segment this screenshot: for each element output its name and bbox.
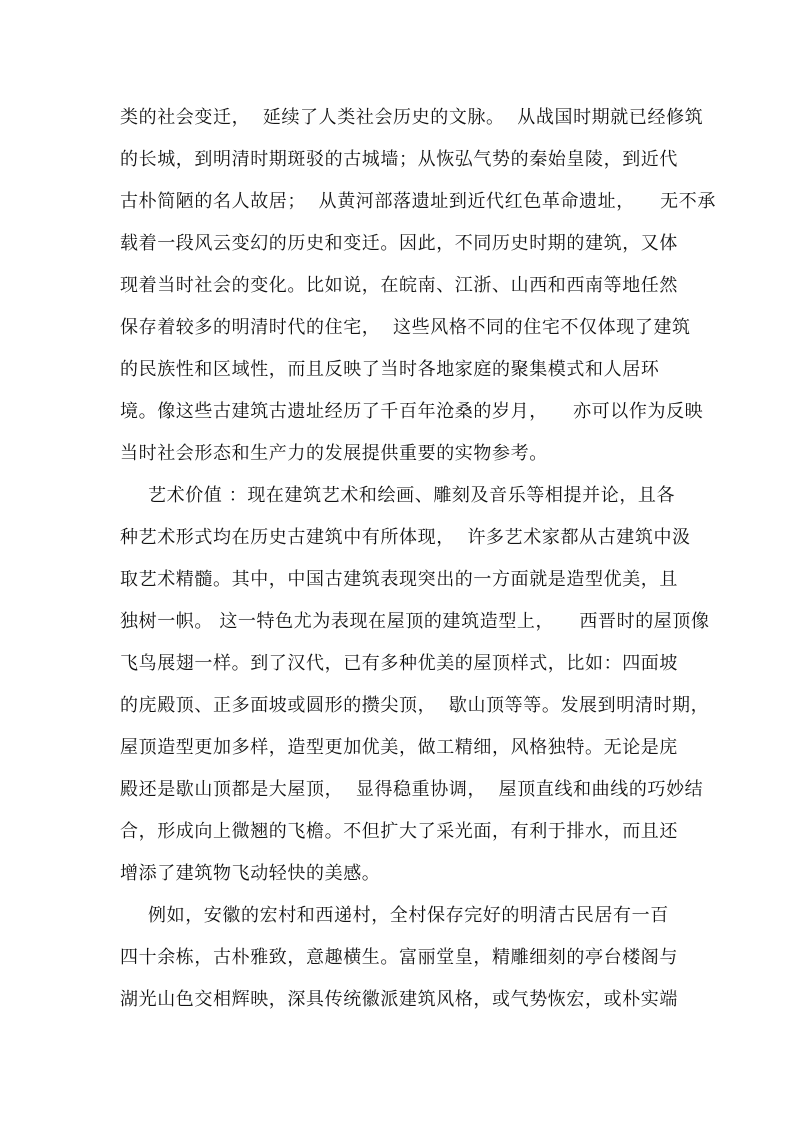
text-line: 独树一帜。 这一特色尤为表现在屋顶的建筑造型上， 西晋时的屋顶像 <box>120 611 710 632</box>
text-line: 现着当时社会的变化。比如说，在皖南、江浙、山西和西南等地任然 <box>120 275 678 296</box>
text-line: 合，形成向上微翘的飞檐。不但扩大了采光面，有利于排水，而且还 <box>120 821 678 842</box>
text-line: 类的社会变迁， 延续了人类社会历史的文脉。 从战国时期就已经修筑 <box>120 107 704 128</box>
text-line-indented: 艺术价值 ：现在建筑艺术和绘画、雕刻及音乐等相提并论，且各 <box>148 485 676 506</box>
text-line: 湖光山色交相辉映，深具传统徽派建筑风格，或气势恢宏，或朴实端 <box>120 989 678 1010</box>
text-line: 的民族性和区域性，而且反映了当时各地家庭的聚集模式和人居环 <box>120 359 660 380</box>
text-line: 当时社会形态和生产力的发展提供重要的实物参考。 <box>120 443 548 464</box>
text-line: 殿还是歇山顶都是大屋顶， 显得稳重协调， 屋顶直线和曲线的巧妙结 <box>120 779 704 800</box>
text-line: 古朴简陋的名人故居； 从黄河部落遗址到近代红色革命遗址， 无不承 <box>120 191 716 212</box>
text-line: 四十余栋，古朴雅致，意趣横生。富丽堂皇，精雕细刻的亭台楼阁与 <box>120 947 678 968</box>
text-line: 的庑殿顶、正多面坡或圆形的攒尖顶， 歇山顶等等。发展到明清时期， <box>120 695 710 716</box>
text-line: 境。像这些古建筑古遗址经历了千百年沧桑的岁月， 亦可以作为反映 <box>120 401 704 422</box>
text-line-indented: 例如，安徽的宏村和西递村，全村保存完好的明清古民居有一百 <box>148 905 669 926</box>
text-line: 飞鸟展翅一样。到了汉代，已有多种优美的屋顶样式，比如：四面坡 <box>120 653 678 674</box>
text-line: 的长城，到明清时期斑驳的古城墙；从恢弘气势的秦始皇陵，到近代 <box>120 149 678 170</box>
text-line: 保存着较多的明清时代的住宅， 这些风格不同的住宅不仅体现了建筑 <box>120 317 691 338</box>
text-line: 取艺术精髓。其中，中国古建筑表现突出的一方面就是造型优美，且 <box>120 569 678 590</box>
text-line: 屋顶造型更加多样，造型更加优美，做工精细，风格独特。无论是庑 <box>120 737 678 758</box>
text-line: 种艺术形式均在历史古建筑中有所体现， 许多艺术家都从古建筑中汲 <box>120 527 691 548</box>
text-line: 增添了建筑物飞动轻快的美感。 <box>120 863 381 884</box>
text-line: 载着一段风云变幻的历史和变迁。因此，不同历史时期的建筑，又体 <box>120 233 678 254</box>
